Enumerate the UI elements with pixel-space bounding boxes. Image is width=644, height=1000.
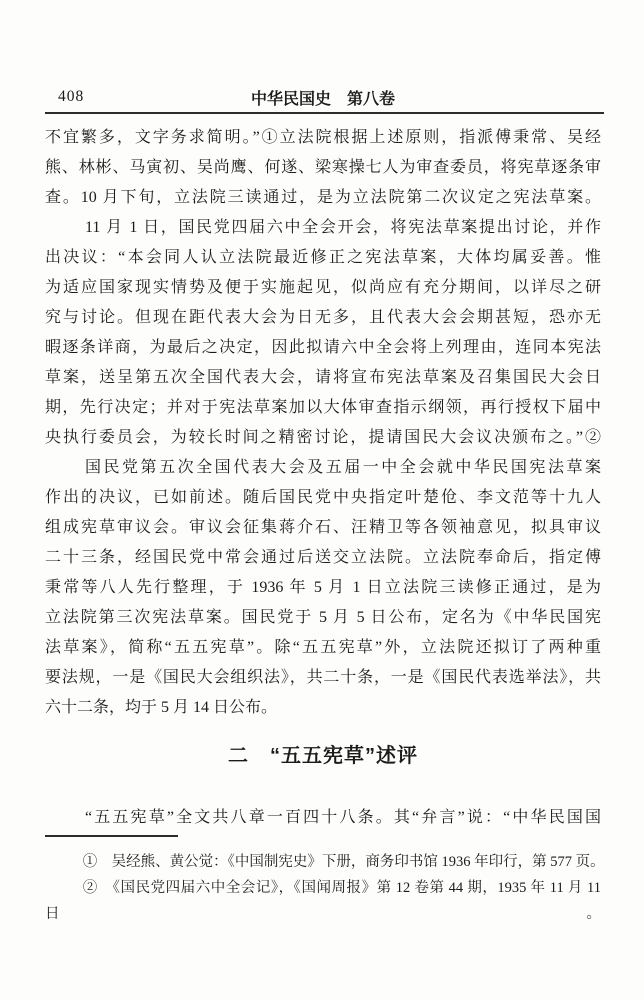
page-number: 408 [58, 88, 85, 105]
body-line: 为适应国家现实情势及便于实施起见，似尚应有充分期间，以详尽之研 [45, 279, 601, 296]
body-line: 秉常等八人先行整理，于 1936 年 5 月 1 日立法院三读修正通过，是为 [45, 579, 601, 596]
header-rule [45, 112, 604, 114]
page-header [45, 86, 601, 108]
body-line: 组成宪草审议会。审议会征集蒋介石、汪精卫等各领袖意见，拟具审议 [45, 519, 601, 536]
body-line: 11 月 1 日，国民党四届六中全会开会，将宪法草案提出讨论，并作 [85, 219, 601, 236]
page-body [45, 123, 605, 927]
body-line: 查。10 月下旬，立法院三读通过，是为立法院第二次议定之宪法草案。 [45, 189, 601, 206]
section-heading: 二 “五五宪草”述评 [228, 745, 418, 767]
body-line: 央执行委员会，为较长时间之精密讨论，提请国民大会议决颁布之。”② [45, 429, 601, 446]
footnotes [45, 849, 605, 927]
body-line: 要法规，一是《国民大会组织法》，共二十条，一是《国民代表选举法》，共 [45, 669, 601, 686]
body-line: 出决议：“本会同人认立法院最近修正之宪法草案，大体均属妥善。惟 [45, 249, 601, 266]
footnote-line: 日。 [45, 906, 601, 922]
body-line: 草案，送呈第五次全国代表大会，请将宣布宪法草案及召集国民大会日 [45, 369, 601, 386]
body-line: 不宜繁多，文字务求简明。”①立法院根据上述原则，指派傅秉常、吴经 [45, 129, 601, 146]
footnote-line: ② 《国民党四届六中全会记》，《国闻周报》第 12 卷第 44 期，1935 年 11 月 11 [82, 880, 601, 896]
body-line: 期，先行决定；并对于宪法草案加以大体审查指示纲领，再行授权下届中 [45, 399, 601, 416]
book-title: 中华民国史 第八卷 [250, 91, 395, 108]
body-line: “五五宪草”全文共八章一百四十八条。其“弁言”说：“中华民国国 [85, 809, 601, 826]
body-line: 立法院第三次宪法草案。国民党于 5 月 5 日公布，定名为《中华民国宪 [45, 609, 601, 626]
body-line: 国民党第五次全国代表大会及五届一中全会就中华民国宪法草案 [85, 459, 601, 476]
body-line: 作出的决议，已如前述。随后国民党中央指定叶楚伧、李文范等十九人 [45, 489, 601, 506]
body-line: 暇逐条详商，为最后之决定，因此拟请六中全会将上列理由，连同本宪法 [45, 339, 601, 356]
footnote-separator [45, 835, 178, 837]
body-line: 究与讨论。但现在距代表大会为日无多，且代表大会会期甚短，恐亦无 [45, 309, 601, 326]
footnote-line: ① 吴经熊、黄公觉：《中国制宪史》下册，商务印书馆 1936 年印行，第 577 页。 [82, 854, 605, 870]
body-line: 二十三条，经国民党中常会通过后送交立法院。立法院奉命后，指定傅 [45, 549, 601, 566]
body-line: 法草案》，简称“五五宪草”。除“五五宪草”外，立法院还拟订了两种重 [45, 639, 601, 656]
body-line: 熊、林彬、马寅初、吴尚鹰、何遂、梁寒操七人为审查委员，将宪草逐条审 [45, 159, 601, 176]
body-line: 六十二条，均于 5 月 14 日公布。 [45, 699, 278, 716]
